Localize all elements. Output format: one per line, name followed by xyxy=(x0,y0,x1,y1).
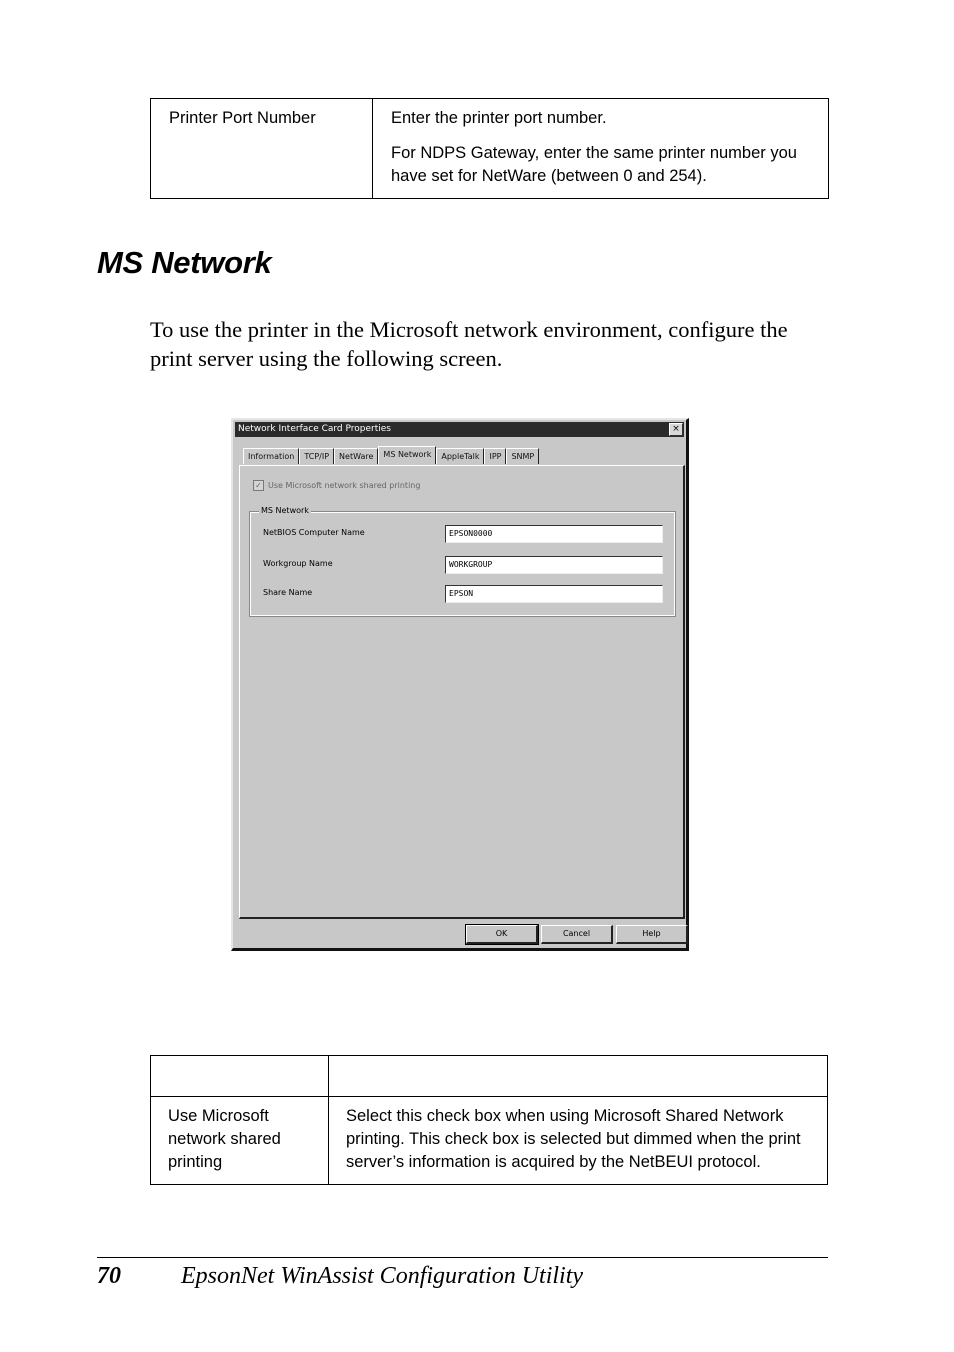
table-cell-label: Printer Port Number xyxy=(151,99,373,199)
dialog-titlebar xyxy=(235,422,684,437)
tab-ms-network[interactable]: MS Network xyxy=(378,446,436,464)
tab-strip xyxy=(243,448,539,465)
help-button[interactable]: Help xyxy=(616,925,688,944)
printer-port-table xyxy=(150,98,829,199)
tab-snmp[interactable]: SNMP xyxy=(506,448,539,464)
running-footer-title: EpsonNet WinAssist Configuration Utility xyxy=(181,1263,584,1289)
field-label-computer-name: NetBIOS Computer Name xyxy=(263,528,365,537)
group-label: MS Network xyxy=(261,506,309,515)
shared-printing-checkbox[interactable]: ✓ xyxy=(253,480,264,491)
shared-printing-checkbox-row[interactable] xyxy=(253,480,420,491)
checkbox-label: Use Microsoft network shared printing xyxy=(268,481,421,490)
close-icon[interactable]: × xyxy=(669,423,683,436)
tab-netware[interactable]: NetWare xyxy=(334,448,378,464)
table-row xyxy=(151,99,829,199)
field-label-workgroup: Workgroup Name xyxy=(263,559,333,568)
cancel-button[interactable]: Cancel xyxy=(541,925,613,944)
page-number: 70 xyxy=(97,1263,121,1289)
table-row xyxy=(151,1097,828,1185)
settings-table xyxy=(150,1055,828,1185)
table-cell-description: Select this check box when using Microsoft Shared Network printing. This check box is selected but dimmed when the print server’s information is acquired by the NetBEUI protocol. xyxy=(329,1097,828,1185)
ok-button[interactable]: OK xyxy=(466,925,538,944)
description-line: For NDPS Gateway, enter the same printer number you have set for NetWare (between 0 and 254). xyxy=(391,144,797,185)
computer-name-field[interactable]: EPSON0000 xyxy=(445,525,663,543)
tab-tcpip[interactable]: TCP/IP xyxy=(299,448,334,464)
tab-appletalk[interactable]: AppleTalk xyxy=(436,448,484,464)
header-cell xyxy=(329,1056,828,1097)
dialog-title: Network Interface Card Properties xyxy=(238,424,391,434)
description-line: Enter the printer port number. xyxy=(391,109,607,127)
footer-rule xyxy=(97,1257,828,1258)
share-name-field[interactable]: EPSON xyxy=(445,585,663,603)
table-cell-label: Use Microsoft network shared printing xyxy=(151,1097,329,1185)
section-heading: MS Network xyxy=(97,245,272,280)
table-cell-description xyxy=(373,99,829,199)
ms-network-group xyxy=(250,506,675,616)
header-cell xyxy=(151,1056,329,1097)
properties-dialog-screenshot xyxy=(231,418,689,951)
workgroup-field[interactable]: WORKGROUP xyxy=(445,556,663,574)
body-paragraph: To use the printer in the Microsoft network environment, configure the print server using the following screen. xyxy=(150,317,788,371)
table-header-row xyxy=(151,1056,828,1097)
tab-information[interactable]: Information xyxy=(243,448,299,464)
field-label-share-name: Share Name xyxy=(263,588,313,597)
tab-ipp[interactable]: IPP xyxy=(484,448,506,464)
